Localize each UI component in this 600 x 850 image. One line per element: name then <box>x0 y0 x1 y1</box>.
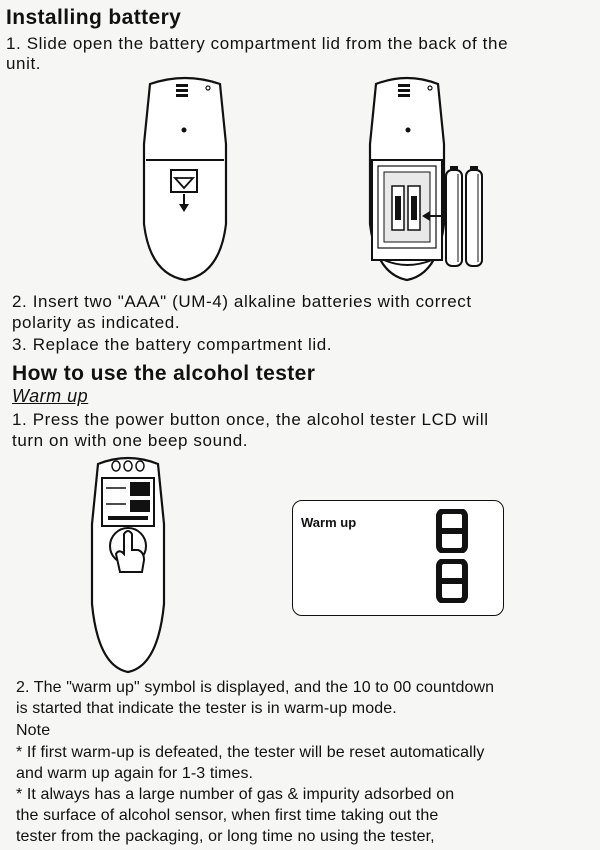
section-title-installing-battery: Installing battery <box>6 6 182 29</box>
battery-step1-line1: 1. Slide open the battery compartment lid from the back of the <box>6 34 509 53</box>
use-step1-line2: turn on with one beep sound. <box>12 431 249 450</box>
note1-line1: * If first warm-up is defeated, the tester will be reset automatically <box>16 744 485 761</box>
subsection-title-warm-up: Warm up <box>12 386 89 406</box>
battery-step3: 3. Replace the battery compartment lid. <box>12 335 333 354</box>
device-back-closed-illustration <box>140 74 230 284</box>
battery-step2-line1: 2. Insert two "AAA" (UM-4) alkaline batteries with correct <box>12 292 472 311</box>
use-step1-line1: 1. Press the power button once, the alcohol tester LCD will <box>12 410 489 429</box>
note2-line2: the surface of alcohol sensor, when first time taking out the <box>16 807 439 824</box>
battery-step2-line2: polarity as indicated. <box>12 313 181 332</box>
battery-step1-line2: unit. <box>6 54 42 73</box>
note-title: Note <box>16 722 51 739</box>
note1-line2: and warm up again for 1-3 times. <box>16 765 254 782</box>
note2-line3: tester from the packaging, or long time no using the tester, <box>16 828 435 845</box>
device-back-open-illustration <box>362 74 502 284</box>
section-title-how-to-use: How to use the alcohol tester <box>12 362 316 385</box>
lcd-display <box>292 500 504 616</box>
note2-line1: * It always has a large number of gas & impurity adsorbed on <box>16 786 455 803</box>
use-step2-line1: 2. The "warm up" symbol is displayed, and the 10 to 00 countdown <box>16 679 495 696</box>
use-step2-line2: is started that indicate the tester is in warm-up mode. <box>16 700 397 717</box>
device-front-button-illustration <box>88 454 168 674</box>
lcd-warm-up-label: Warm up <box>301 515 357 530</box>
lcd-digit-8-bottom <box>435 559 469 603</box>
lcd-digit-8-top <box>435 509 469 553</box>
